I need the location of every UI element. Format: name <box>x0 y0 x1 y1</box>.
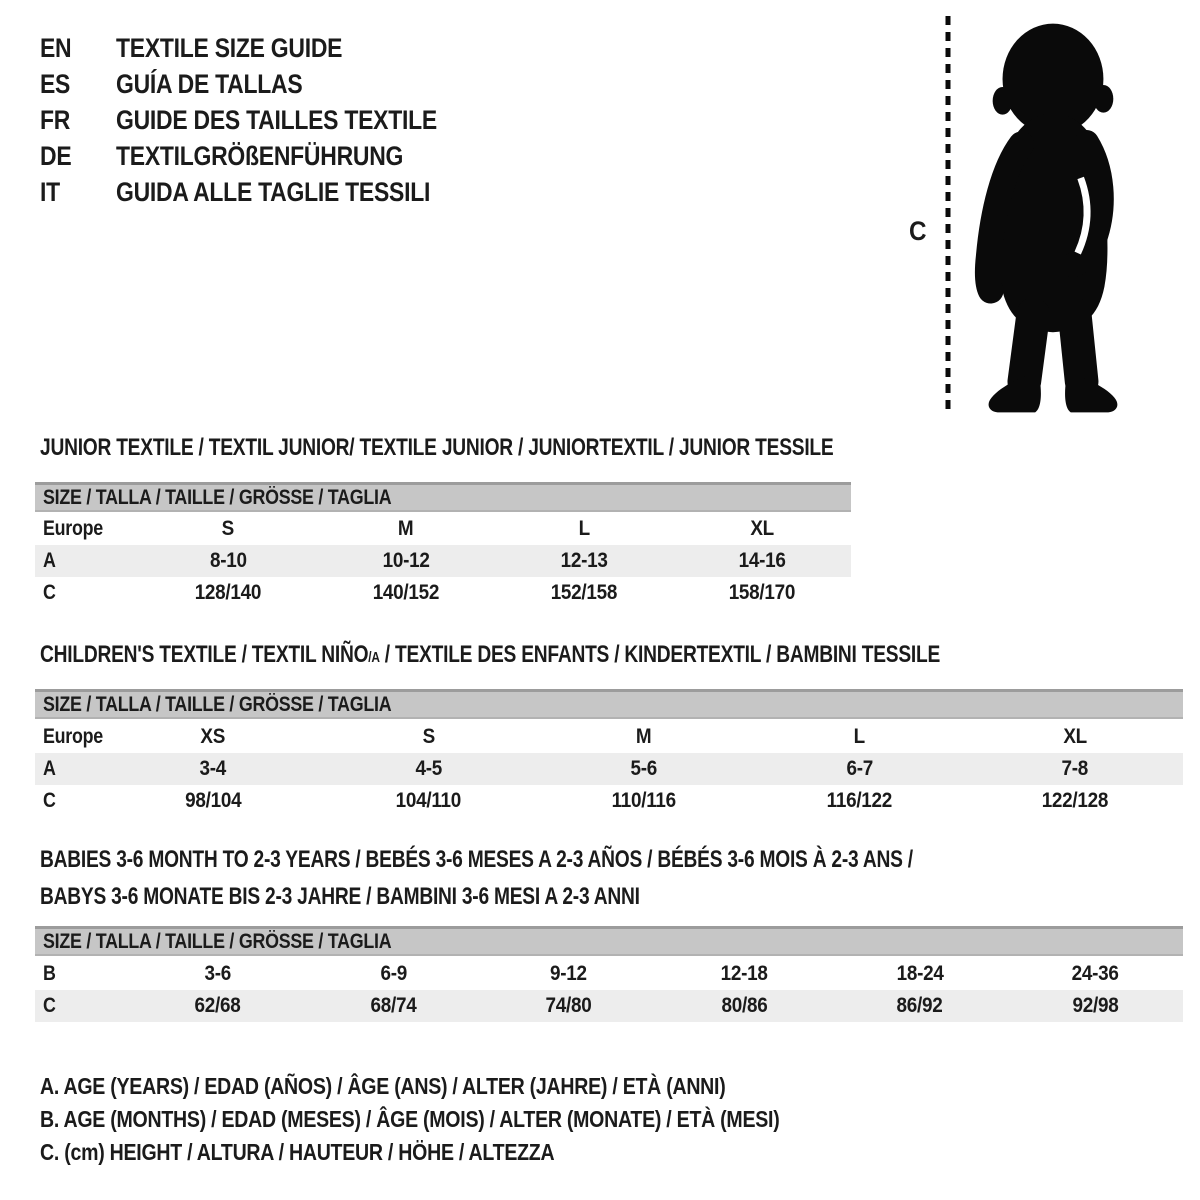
footnote-a <box>40 1070 910 1103</box>
cell-text: 9-12 <box>550 962 588 985</box>
table-cell <box>1008 994 1184 1018</box>
children-title-suffix: / TEXTILE DES ENFANTS / KINDERTEXTIL / BAMBINI TESSILE <box>379 641 941 668</box>
row-label <box>35 581 139 605</box>
junior-row-age <box>35 545 851 577</box>
children-size-header-text: SIZE / TALLA / TAILLE / GRÖSSE / TAGLIA <box>43 692 392 716</box>
table-cell <box>321 789 537 813</box>
cell-text: 86/92 <box>896 994 943 1017</box>
cell-text: 122/128 <box>1041 789 1109 812</box>
table-cell <box>967 725 1183 749</box>
footnote-c <box>40 1136 910 1169</box>
row-label <box>35 994 130 1018</box>
row-label <box>35 517 139 541</box>
table-cell <box>1008 962 1184 986</box>
table-cell <box>481 994 657 1018</box>
table-cell <box>105 725 321 749</box>
babies-row-height <box>35 990 1183 1022</box>
table-cell <box>317 549 495 573</box>
row-label <box>35 962 130 986</box>
row-label-text: A <box>43 549 56 572</box>
language-title-text: GUIDE DES TAILLES TEXTILE <box>116 104 437 135</box>
height-measure-label-text: C <box>908 216 927 246</box>
children-row-age <box>35 753 1183 785</box>
language-title <box>116 141 454 172</box>
table-cell <box>495 549 673 573</box>
language-code-text: ES <box>40 68 71 99</box>
cell-text: S <box>221 517 235 540</box>
cell-text: 14-16 <box>738 549 786 572</box>
row-label-text: C <box>43 581 56 604</box>
junior-size-header-text: SIZE / TALLA / TAILLE / GRÖSSE / TAGLIA <box>43 485 392 509</box>
babies-section-title-line2 <box>40 882 790 912</box>
footnotes <box>40 1070 910 1169</box>
cell-text: 152/158 <box>550 581 618 604</box>
table-cell <box>495 517 673 541</box>
table-cell <box>317 581 495 605</box>
language-title <box>116 69 335 100</box>
babies-row-months <box>35 958 1183 990</box>
children-row-height <box>35 785 1183 817</box>
cell-text: 80/86 <box>721 994 768 1017</box>
cell-text: 128/140 <box>194 581 262 604</box>
cell-text: 3-6 <box>204 962 231 985</box>
cell-text: 92/98 <box>1072 994 1119 1017</box>
row-label-text: Europe <box>43 725 103 748</box>
row-label-text: A <box>43 757 56 780</box>
cell-text: 3-4 <box>199 757 227 780</box>
cell-text: 140/152 <box>372 581 440 604</box>
cell-text: 4-5 <box>415 757 442 780</box>
language-row-it <box>40 174 494 210</box>
cell-text: 8-10 <box>209 549 247 572</box>
children-size-header <box>35 689 1183 719</box>
language-row-en <box>40 30 494 66</box>
babies-size-header-text: SIZE / TALLA / TAILLE / GRÖSSE / TAGLIA <box>43 929 392 953</box>
cell-text: M <box>398 517 414 540</box>
language-code-text: EN <box>40 32 72 63</box>
children-section-title-text <box>40 640 940 673</box>
junior-size-header <box>35 482 851 512</box>
table-cell <box>306 994 482 1018</box>
row-label-text: Europe <box>43 517 103 540</box>
table-cell <box>673 549 851 573</box>
row-label <box>35 549 139 573</box>
row-label-text: C <box>43 994 56 1017</box>
table-cell <box>673 581 851 605</box>
language-code-text: FR <box>40 104 71 135</box>
language-code <box>40 69 116 100</box>
cell-text: L <box>578 517 590 540</box>
junior-section-title-text: JUNIOR TEXTILE / TEXTIL JUNIOR/ TEXTILE JUNIOR / JUNIORTEXTIL / JUNIOR TESSILE <box>40 434 834 461</box>
table-cell <box>105 789 321 813</box>
language-code <box>40 105 116 136</box>
cell-text: 24-36 <box>1071 962 1119 985</box>
cell-text: L <box>853 725 866 748</box>
language-title <box>116 105 494 136</box>
table-cell <box>321 757 537 781</box>
language-row-de <box>40 138 494 174</box>
table-cell <box>105 757 321 781</box>
height-measure-line <box>944 16 952 416</box>
table-cell <box>139 581 317 605</box>
cell-text: 6-7 <box>846 757 873 780</box>
language-list <box>40 30 494 210</box>
row-label <box>35 789 105 813</box>
children-section-title <box>40 640 1165 673</box>
table-cell <box>752 789 968 813</box>
cell-text: 6-9 <box>379 962 407 985</box>
language-code <box>40 141 116 172</box>
cell-text: M <box>636 725 652 748</box>
footnote-c-text: C. (cm) HEIGHT / ALTURA / HAUTEUR / HÖHE / ALTEZZA <box>40 1139 555 1165</box>
table-cell <box>832 962 1008 986</box>
table-cell <box>752 725 968 749</box>
children-title-sub: /A <box>368 650 380 666</box>
table-cell <box>657 994 833 1018</box>
junior-row-height <box>35 577 851 609</box>
cell-text: 68/74 <box>370 994 417 1017</box>
table-cell <box>536 757 752 781</box>
language-row-fr <box>40 102 494 138</box>
baby-silhouette <box>962 15 1140 421</box>
cell-text: 18-24 <box>896 962 944 985</box>
children-title-prefix: CHILDREN'S TEXTILE / TEXTIL NIÑO <box>40 641 369 668</box>
language-code <box>40 177 116 208</box>
cell-text: XS <box>200 725 226 748</box>
row-label-text: C <box>43 789 56 812</box>
language-title-text: GUIDA ALLE TAGLIE TESSILI <box>116 176 431 207</box>
table-cell <box>536 725 752 749</box>
cell-text: 5-6 <box>630 757 658 780</box>
table-cell <box>139 549 317 573</box>
language-code-text: DE <box>40 140 72 171</box>
table-cell <box>967 757 1183 781</box>
table-cell <box>130 994 306 1018</box>
row-label-text: B <box>43 962 56 985</box>
babies-section-title-line1 <box>40 845 1131 875</box>
footnote-b-text: B. AGE (MONTHS) / EDAD (MESES) / ÂGE (MOIS) / ALTER (MONATE) / ETÀ (MESI) <box>40 1106 780 1132</box>
language-title-text: GUÍA DE TALLAS <box>116 68 303 99</box>
table-cell <box>967 789 1183 813</box>
language-title <box>116 33 382 64</box>
babies-section-title-line2-text: BABYS 3-6 MONATE BIS 2-3 JAHRE / BAMBINI 3-6 MESI A 2-3 ANNI <box>40 883 640 910</box>
cell-text: 104/110 <box>395 789 462 812</box>
row-label <box>35 725 105 749</box>
table-cell <box>481 962 657 986</box>
table-cell <box>673 517 851 541</box>
table-cell <box>495 581 673 605</box>
babies-size-header <box>35 926 1183 956</box>
language-title-text: TEXTILGRÖßENFÜHRUNG <box>116 140 404 171</box>
cell-text: 7-8 <box>1061 757 1089 780</box>
language-title <box>116 177 486 208</box>
table-cell <box>306 962 482 986</box>
height-measure-label <box>908 216 927 247</box>
table-cell <box>536 789 752 813</box>
language-code-text: IT <box>40 176 60 207</box>
cell-text: 12-13 <box>560 549 608 572</box>
cell-text: 116/122 <box>826 789 893 812</box>
row-label <box>35 757 105 781</box>
footnote-a-text: A. AGE (YEARS) / EDAD (AÑOS) / ÂGE (ANS) / ALTER (JAHRE) / ETÀ (ANNI) <box>40 1073 726 1099</box>
cell-text: 12-18 <box>720 962 768 985</box>
children-row-europe <box>35 721 1183 753</box>
table-cell <box>752 757 968 781</box>
cell-text: S <box>422 725 435 748</box>
cell-text: 62/68 <box>194 994 241 1017</box>
babies-section-title-line1-text: BABIES 3-6 MONTH TO 2-3 YEARS / BEBÉS 3-6 MESES A 2-3 AÑOS / BÉBÉS 3-6 MOIS À 2-3 ANS / <box>40 846 913 873</box>
cell-text: 74/80 <box>545 994 592 1017</box>
table-cell <box>139 517 317 541</box>
cell-text: 158/170 <box>728 581 796 604</box>
table-cell <box>130 962 306 986</box>
footnote-b <box>40 1103 910 1136</box>
language-title-text: TEXTILE SIZE GUIDE <box>116 32 343 63</box>
cell-text: 10-12 <box>382 549 430 572</box>
table-cell <box>321 725 537 749</box>
language-row-es <box>40 66 494 102</box>
cell-text: 110/116 <box>611 789 677 812</box>
table-cell <box>657 962 833 986</box>
junior-row-europe <box>35 513 851 545</box>
cell-text: 98/104 <box>184 789 241 812</box>
table-cell <box>832 994 1008 1018</box>
junior-section-title <box>40 433 1032 463</box>
language-code <box>40 33 116 64</box>
table-cell <box>317 517 495 541</box>
cell-text: XL <box>750 517 774 540</box>
cell-text: XL <box>1063 725 1087 748</box>
